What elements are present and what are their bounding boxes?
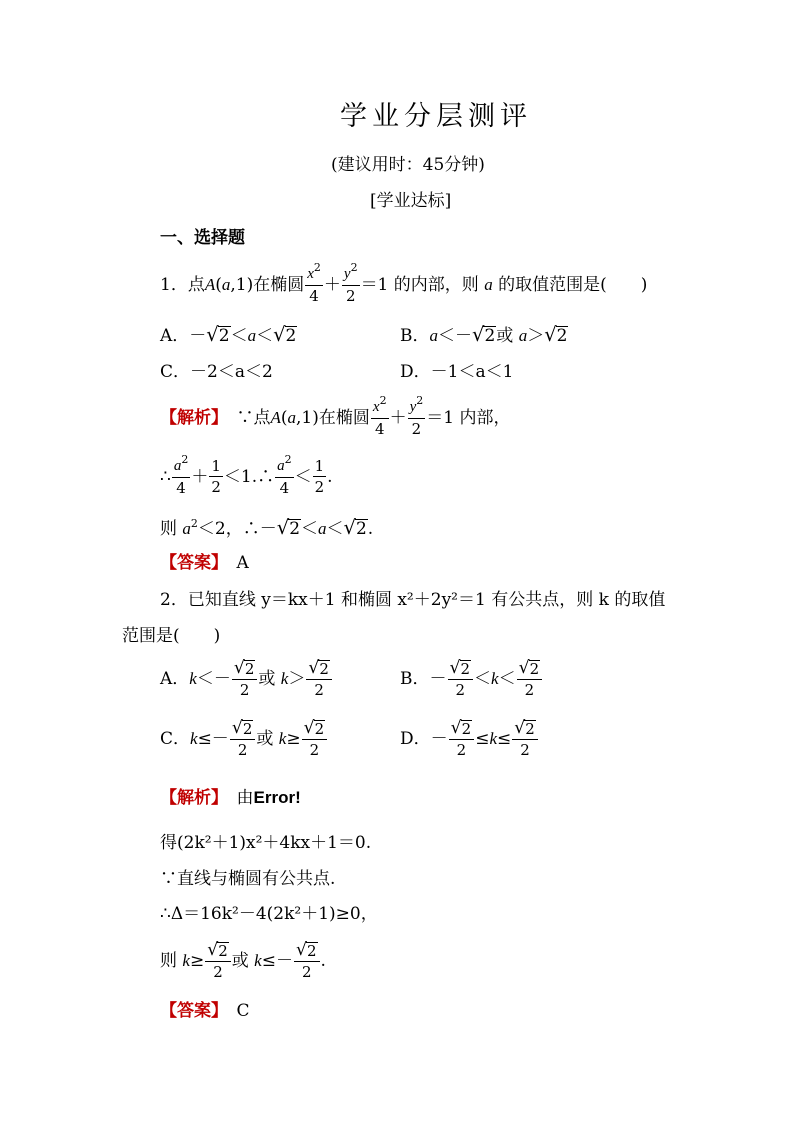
analysis-tag: 【解析】	[160, 788, 220, 808]
fraction: $\frac{y^2}{2}$	[343, 261, 358, 305]
q2-answer: 【答案】 C	[160, 1001, 250, 1021]
q2-stem-line2: 范围是( )	[122, 626, 221, 646]
q2-stem-line1: 2．已知直线 y＝kx＋1 和椭圆 x²＋2y²＝1 有公共点，则 k 的取值	[160, 590, 666, 610]
q2-analysis-line3: ∵直线与椭圆有公共点.	[160, 869, 336, 889]
fraction: √ 2 2	[512, 720, 538, 759]
page-title: 学业分层测评	[340, 101, 532, 132]
level-heading: [学业达标]	[370, 191, 452, 211]
q1-stem: 1．点A(a,1)在椭圆 $\frac{x^2}{4}$ ＋ $\frac{y^2}{2}$ ＝1 的内部，则 a 的取值范围是( )	[160, 261, 648, 305]
q1-option-a: A．－ √ 2 ＜a＜ √ 2	[160, 323, 297, 346]
fraction: √ 2 2	[306, 660, 332, 699]
fraction: √ 2 2	[448, 660, 474, 699]
q1-analysis-line1: 【解析】 ∵点A(a,1)在椭圆 $\frac{x^2}{4}$ ＋ $\frac{y^2}{2}$ ＝1 内部，	[160, 394, 511, 438]
fraction: √ 2 2	[232, 660, 258, 699]
fraction: √ 2 2	[449, 720, 475, 759]
analysis-tag: 【解析】	[160, 407, 220, 428]
fraction: $\frac{a^2}{4}$	[173, 453, 189, 497]
q2-analysis-line1: 【解析】 由Error!	[160, 788, 301, 808]
q2-analysis-line2: 得(2k²＋1)x²＋4kx＋1＝0.	[160, 833, 372, 853]
fraction: $\frac{a^2}{4}$	[277, 453, 292, 497]
fraction: √ 2 2	[294, 942, 320, 981]
fraction: √ 2 2	[302, 720, 328, 759]
q1-analysis-line3: 则 $a^2<2$，∴－ √ 2 ＜a＜ √ 2 .	[160, 516, 374, 539]
q1-option-b: B．a＜－ √ 2 或 a＞ √ 2	[400, 323, 568, 346]
q2-option-b: B．－ √ 2 2 ＜k＜ √ 2 2	[400, 660, 543, 699]
q2-analysis-line5: 则 k≥ √ 2 2 或 k≤－ √ 2 2 .	[160, 940, 326, 982]
q2-analysis-line4: ∴Δ＝16k²－4(2k²＋1)≥0，	[160, 904, 378, 924]
duration-note: (建议用时：45分钟)	[331, 155, 485, 175]
q1-answer: 【答案】 A	[160, 553, 249, 573]
q2-option-d: D．－ √ 2 2 ≤k≤ √ 2 2	[400, 720, 539, 759]
q1-analysis-line2: ∴ $\frac{a^2}{4}$ ＋ $\frac{1}{2}$ ＜1.∴ $\frac{a^2}{4}$ ＜ $\frac{1}{2}$ .	[160, 453, 333, 497]
q2-option-a: A．k＜－ √ 2 2 或 k＞ √ 2 2	[160, 660, 333, 699]
fraction: $\frac{y^2}{2}$	[409, 394, 424, 438]
q1-option-d: D．－1＜a＜1	[400, 362, 514, 382]
error-text: Error!	[253, 788, 301, 807]
fraction: $\frac{x^2}{4}$	[372, 394, 387, 438]
fraction: $\frac{1}{2}$	[314, 456, 325, 497]
section-heading: 一、选择题	[160, 228, 245, 248]
fraction: √ 2 2	[205, 942, 231, 981]
fraction: √ 2 2	[517, 660, 543, 699]
fraction: $\frac{1}{2}$	[211, 456, 221, 497]
answer-tag: 【答案】	[160, 553, 220, 573]
fraction: $\frac{x^2}{4}$	[307, 261, 321, 305]
q2-option-c: C．k≤－ √ 2 2 或 k≥ √ 2 2	[160, 720, 328, 759]
fraction: √ 2 2	[230, 720, 256, 759]
q1-option-c: C．－2＜a＜2	[160, 362, 273, 382]
answer-tag: 【答案】	[160, 1001, 220, 1021]
